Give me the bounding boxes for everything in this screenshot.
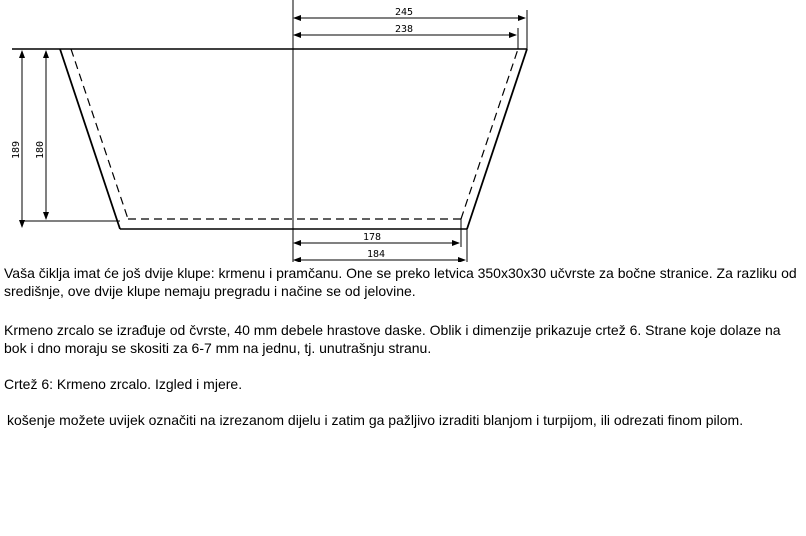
figure-caption: Crtež 6: Krmeno zrcalo. Izgled i mjere. (4, 376, 243, 392)
vertical-dimensions (22, 51, 46, 227)
center-extension-lines (293, 0, 527, 262)
horizontal-dimensions (294, 18, 525, 260)
transom-drawing (0, 0, 806, 262)
paragraph-transom: Krmeno zrcalo se izrađuje od čvrste, 40 mm debele hrastove daske. Oblik i dimenzije prikazuje crtež 6. Strane koje dolaze na bok i dno moraju se skositi za 6-7 mm na jednu, tj. unutrašnju stranu. (4, 322, 781, 356)
transom-outline (12, 49, 527, 229)
paragraph-benches: Vaša čiklja imat će još dvije klupe: krmenu i pramčanu. One se preko letvica 350x30x30 učvrste za bočne stranice. Za razliku od središnje, ove dvije klupe nemaju pregradu i načine se od jelovine. (4, 265, 797, 299)
paragraph-bevel: košenje možete uvijek označiti na izrezanom dijelu i zatim ga pažljivo izraditi blanjom i turpijom, ili odrezati finom pilom. (7, 412, 744, 428)
dim-label-outer-height: 189 (11, 140, 22, 160)
dim-label-top-outer: 245 (394, 7, 414, 18)
dim-label-bottom-inner: 178 (362, 232, 382, 243)
dim-label-inner-height: 180 (35, 140, 46, 160)
inner-dashed-outline (71, 49, 518, 219)
dim-label-bottom-outer: 184 (366, 249, 386, 260)
dim-label-top-inner: 238 (394, 24, 414, 35)
